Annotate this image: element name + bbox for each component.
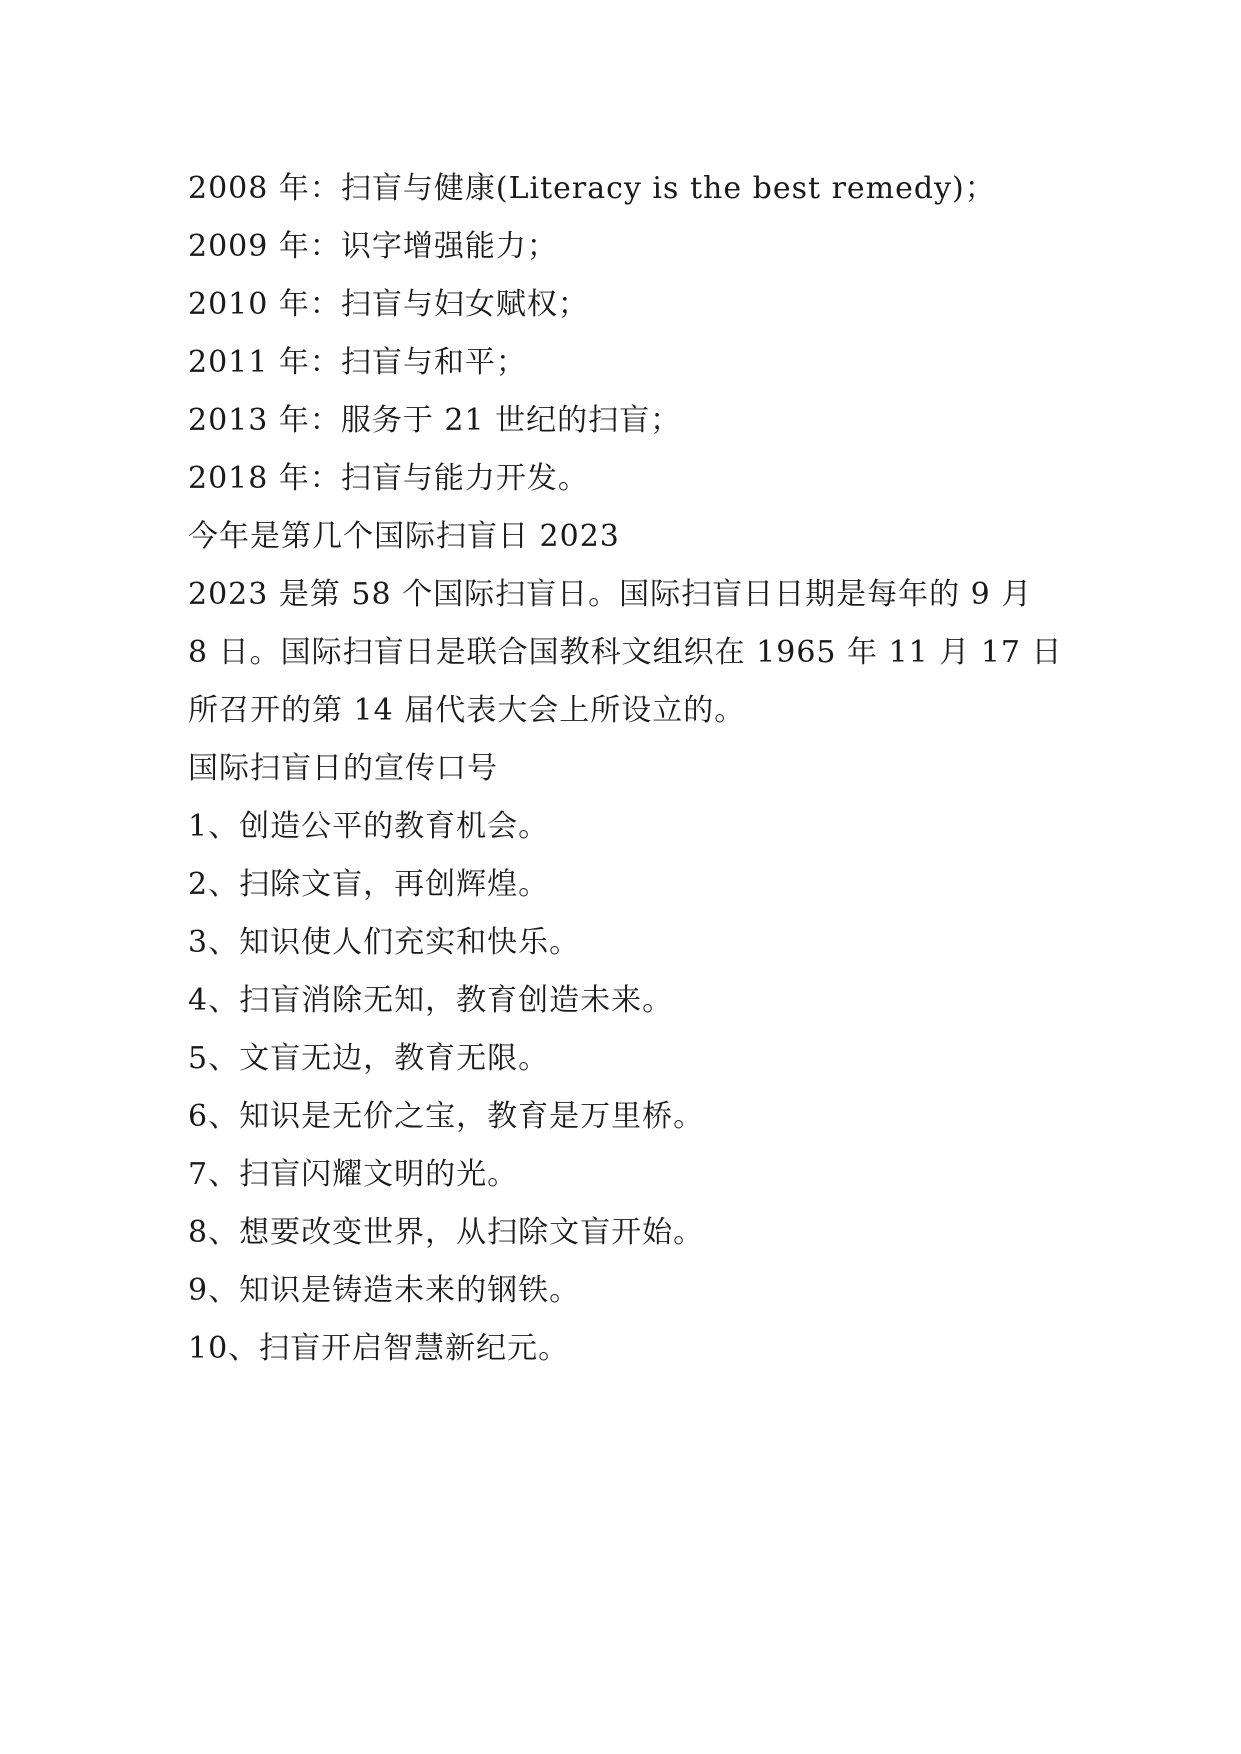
slogan-item: 10、扫盲开启智慧新纪元。 [188,1331,570,1366]
theme-line: 2013 年：服务于 21 世纪的扫盲； [188,403,682,438]
slogan-item: 6、知识是无价之宝，教育是万里桥。 [188,1099,705,1134]
slogan-item: 9、知识是铸造未来的钢铁。 [188,1273,581,1308]
slogan-item: 5、文盲无边，教育无限。 [188,1041,550,1076]
document-body [188,160,1068,1378]
theme-line: 2009 年：识字增强能力； [188,229,558,264]
theme-line: 2008 年：扫盲与健康(Literacy is the best remedy)； [188,171,996,206]
theme-line: 2018 年：扫盲与能力开发。 [188,461,589,496]
slogan-item: 2、扫除文盲，再创辉煌。 [188,867,550,902]
slogan-item: 8、想要改变世界，从扫除文盲开始。 [188,1215,705,1250]
paragraph-line: 所召开的第 14 届代表大会上所设立的。 [188,693,746,728]
theme-line: 2010 年：扫盲与妇女赋权； [188,287,589,322]
slogan-item: 1、创造公平的教育机会。 [188,809,550,844]
section-heading-which-year: 今年是第几个国际扫盲日 2023 [188,519,620,554]
slogan-item: 7、扫盲闪耀文明的光。 [188,1157,519,1192]
paragraph-line: 2023 是第 58 个国际扫盲日。国际扫盲日日期是每年的 9 月 [188,577,1033,612]
slogan-item: 4、扫盲消除无知，教育创造未来。 [188,983,674,1018]
slogan-item: 3、知识使人们充实和快乐。 [188,925,581,960]
theme-line: 2011 年：扫盲与和平； [188,345,527,380]
paragraph-line: 8 日。国际扫盲日是联合国教科文组织在 1965 年 11 月 17 日 [188,635,1063,670]
section-heading-slogans: 国际扫盲日的宣传口号 [188,751,498,786]
